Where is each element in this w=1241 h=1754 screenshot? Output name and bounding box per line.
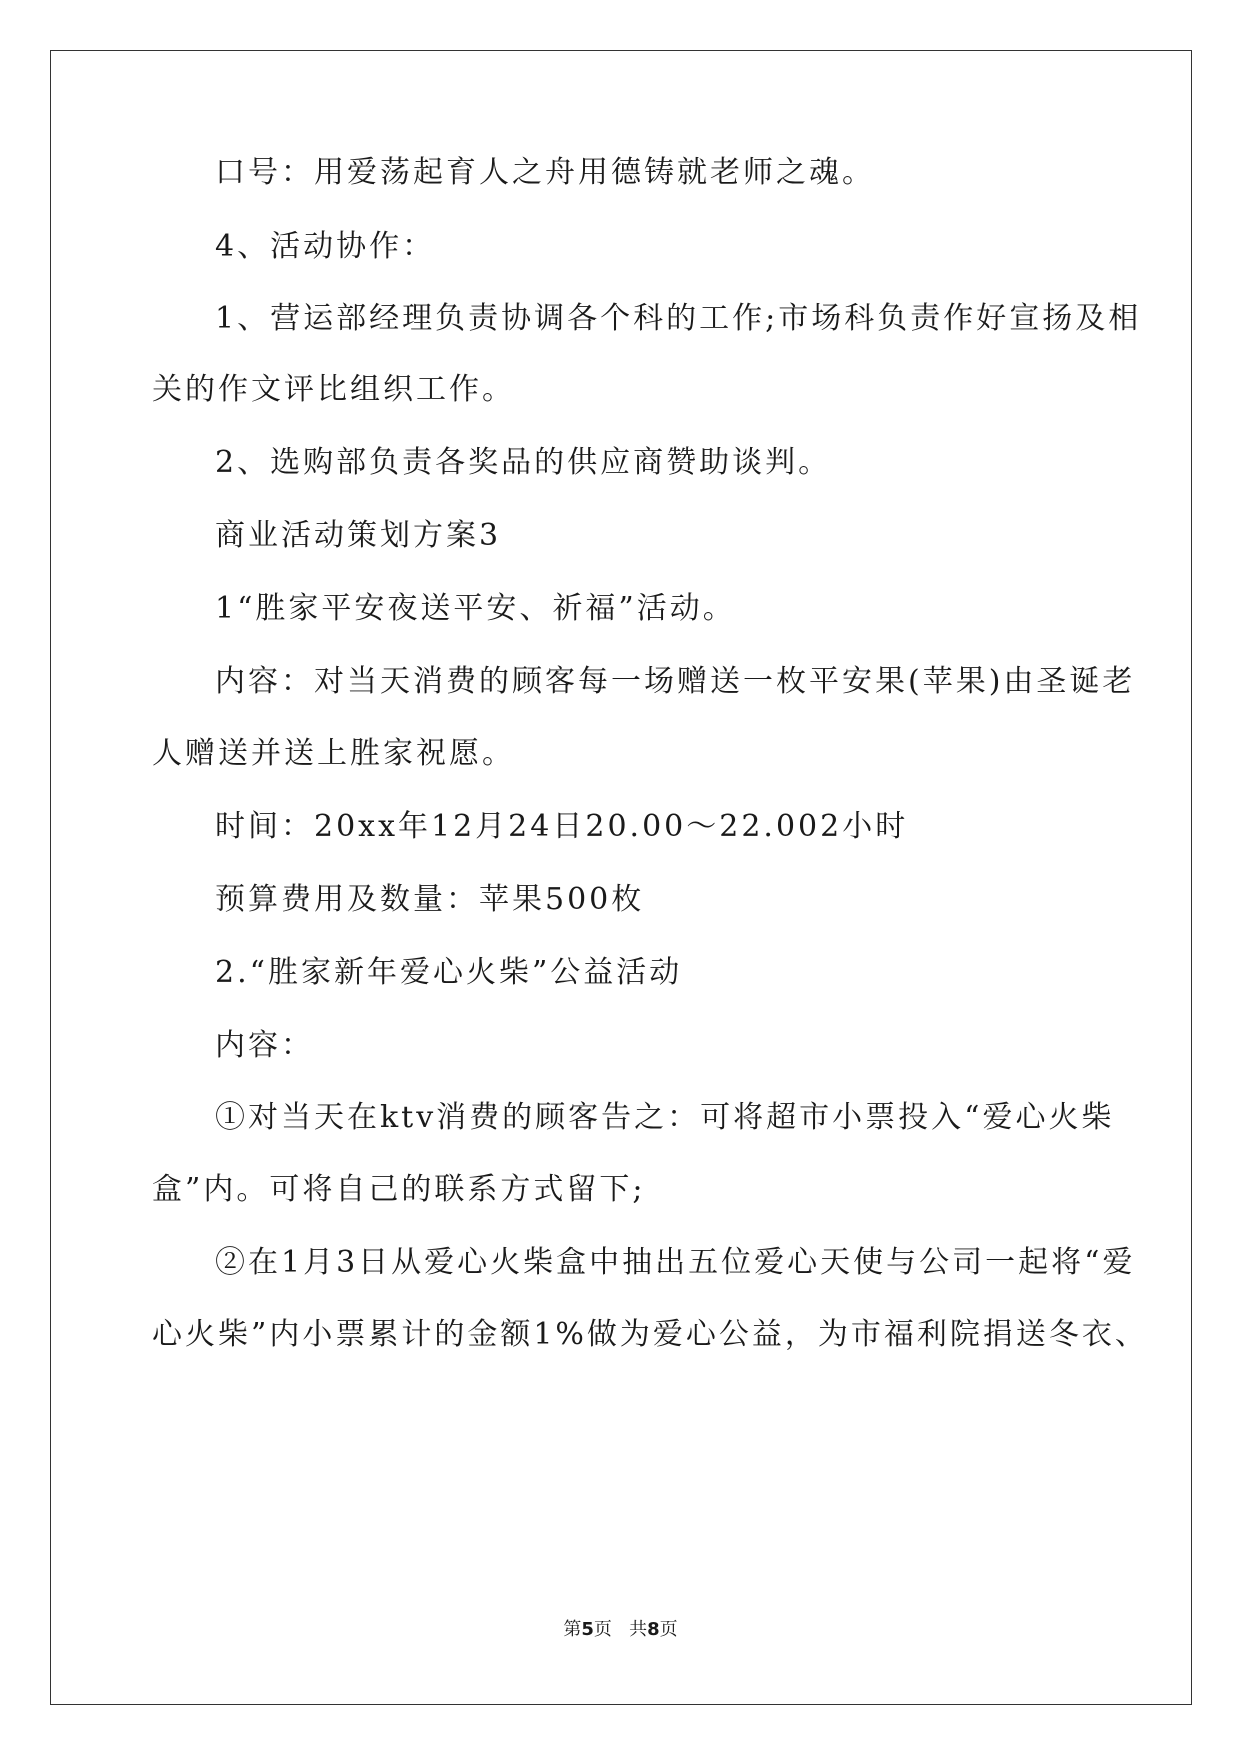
- activity-2-content-label: 内容：: [215, 1028, 314, 1063]
- paragraph-ops-manager-cont: 关的作文评比组织工作。: [152, 372, 515, 407]
- activity-1-time: 时间：20xx年12月24日20.00～22.002小时: [215, 809, 909, 844]
- activity-1-title: 1“胜家平安夜送平安、祈福”活动。: [215, 591, 736, 626]
- footer-suffix: 页: [659, 1619, 678, 1640]
- activity-2-item-2: ②在1月3日从爱心火柴盒中抽出五位爱心天使与公司一起将“爱: [215, 1245, 1136, 1280]
- footer-prefix: 第: [563, 1619, 582, 1640]
- page-footer: [0, 1618, 1241, 1642]
- section-title: 商业活动策划方案3: [215, 518, 502, 553]
- total-pages-number: 8: [647, 1619, 660, 1640]
- current-page-number: 5: [581, 1619, 594, 1640]
- activity-2-item-1-cont: 盒”内。可将自己的联系方式留下;: [152, 1172, 646, 1207]
- paragraph-ops-manager: 1、营运部经理负责协调各个科的工作;市场科负责作好宣扬及相: [215, 301, 1142, 336]
- footer-mid: 页 共: [593, 1619, 648, 1640]
- activity-1-budget: 预算费用及数量：苹果500枚: [215, 882, 645, 917]
- activity-2-title: 2.“胜家新年爱心火柴”公益活动: [215, 955, 683, 990]
- activity-2-item-1: ①对当天在ktv消费的顾客告之：可将超市小票投入“爱心火柴: [215, 1100, 1115, 1135]
- activity-1-content-cont: 人赠送并送上胜家祝愿。: [152, 736, 515, 771]
- heading-cooperation: 4、活动协作：: [215, 229, 436, 264]
- paragraph-purchasing: 2、选购部负责各奖品的供应商赞助谈判。: [215, 445, 832, 480]
- paragraph-slogan: 口号：用爱荡起育人之舟用德铸就老师之魂。: [215, 155, 875, 190]
- activity-1-content: 内容：对当天消费的顾客每一场赠送一枚平安果(苹果)由圣诞老: [215, 664, 1136, 699]
- activity-2-item-2-cont: 心火柴”内小票累计的金额1%做为爱心公益，为市福利院捐送冬衣、: [152, 1317, 1148, 1352]
